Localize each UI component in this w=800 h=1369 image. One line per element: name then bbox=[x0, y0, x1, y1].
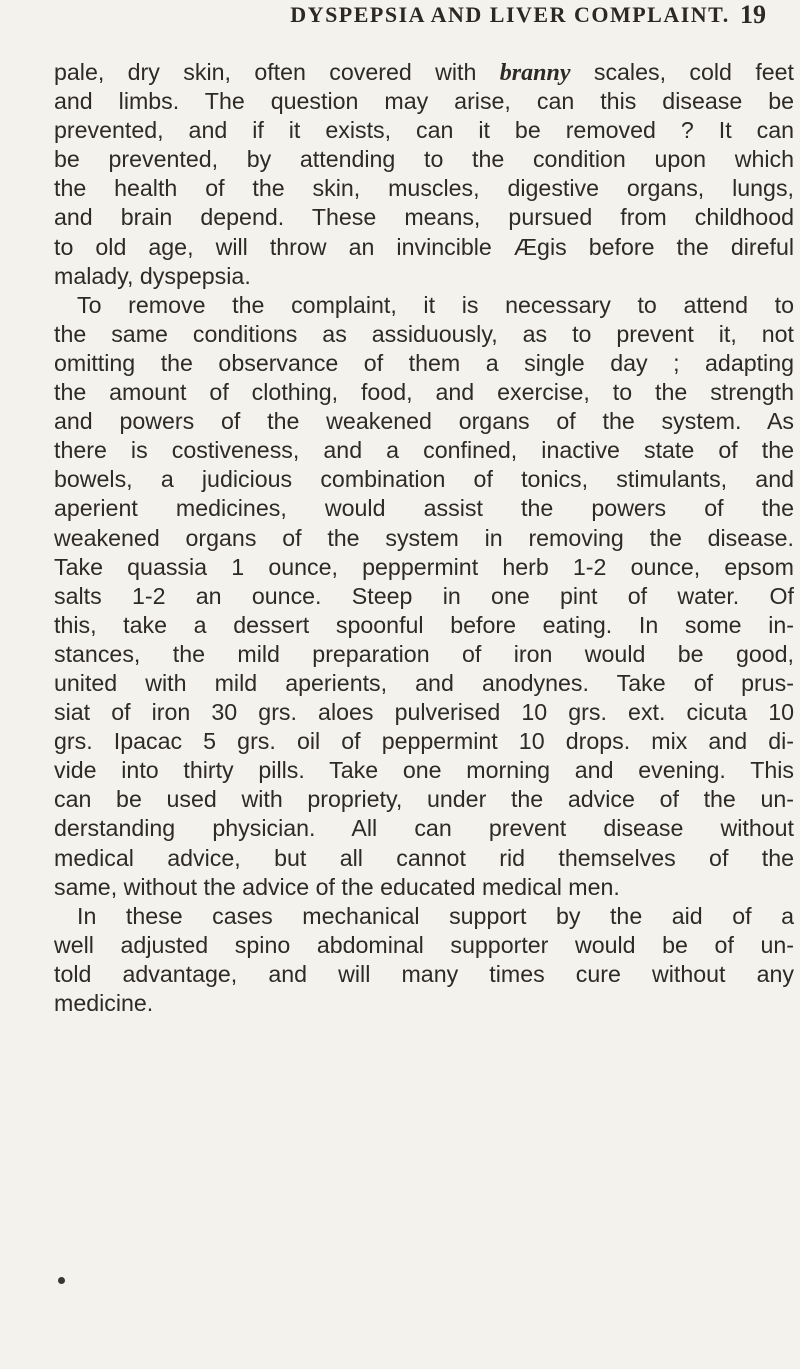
text-line: In these cases mechanical support by the aid of a bbox=[77, 902, 794, 929]
text-line: and limbs. The question may arise, can this disease be bbox=[54, 88, 794, 115]
text-line: can be used with propriety, under the advice of the un- bbox=[54, 786, 794, 813]
text-line: medicine. bbox=[54, 990, 154, 1016]
paragraph-1 bbox=[54, 58, 794, 291]
text-line: be prevented, by attending to the condition upon which bbox=[54, 146, 794, 173]
text-line: Take quassia 1 ounce, peppermint herb 1-2 ounce, epsom bbox=[54, 553, 794, 580]
text-line: derstanding physician. All can prevent disease without bbox=[54, 815, 794, 842]
text-line: To remove the complaint, it is necessary to attend to bbox=[77, 291, 794, 318]
text-line: weakened organs of the system in removing the disease. bbox=[54, 524, 794, 551]
text-line: medical advice, but all cannot rid themselves of the bbox=[54, 844, 794, 871]
running-head-title: DYSPEPSIA AND LIVER COMPLAINT. bbox=[290, 2, 730, 27]
paragraph-2 bbox=[54, 291, 794, 902]
text-line: vide into thirty pills. Take one morning and evening. This bbox=[54, 757, 794, 784]
text-line: to old age, will throw an invincible Ægis before the direful bbox=[54, 233, 794, 260]
paragraph-3 bbox=[54, 902, 794, 1018]
text-line: the amount of clothing, food, and exercise, to the strength bbox=[54, 379, 794, 406]
text-line: the health of the skin, muscles, digestive organs, lungs, bbox=[54, 175, 794, 202]
text-line: told advantage, and will many times cure without any bbox=[54, 960, 794, 987]
text-line: siat of iron 30 grs. aloes pulverised 10 grs. ext. cicuta 10 bbox=[54, 699, 794, 726]
text-line: salts 1-2 an ounce. Steep in one pint of water. Of bbox=[54, 582, 794, 609]
text-line: united with mild aperients, and anodynes. Take of prus- bbox=[54, 669, 794, 696]
text-line: omitting the observance of them a single day ; adapting bbox=[54, 349, 794, 376]
text-line: same, without the advice of the educated medical men. bbox=[54, 873, 620, 900]
text-line: stances, the mild preparation of iron would be good, bbox=[54, 640, 794, 667]
text-line: and powers of the weakened organs of the system. As bbox=[54, 408, 794, 435]
text-line: well adjusted spino abdominal supporter would be of un- bbox=[54, 931, 794, 958]
text-line: pale, dry skin, often covered with branny scales, cold feet bbox=[54, 59, 794, 86]
page-number: 19 bbox=[740, 0, 766, 29]
text-line: there is costiveness, and a confined, inactive state of the bbox=[54, 437, 794, 464]
text-line: malady, dyspepsia. bbox=[54, 262, 251, 289]
text-line: and brain depend. These means, pursued from childhood bbox=[54, 204, 794, 231]
text-line: the same conditions as assiduously, as to prevent it, not bbox=[54, 320, 794, 347]
text-line: grs. Ipacac 5 grs. oil of peppermint 10 drops. mix and di- bbox=[54, 728, 794, 755]
text-line: bowels, a judicious combination of tonics, stimulants, and bbox=[54, 466, 794, 493]
text-line: prevented, and if it exists, can it be removed ? It can bbox=[54, 117, 794, 144]
italic-word: branny bbox=[499, 60, 571, 86]
text-line: this, take a dessert spoonful before eating. In some in- bbox=[54, 611, 794, 638]
text-line: aperient medicines, would assist the powers of the bbox=[54, 495, 794, 522]
ink-speck-mark bbox=[58, 1277, 65, 1284]
body-text bbox=[54, 58, 794, 1018]
